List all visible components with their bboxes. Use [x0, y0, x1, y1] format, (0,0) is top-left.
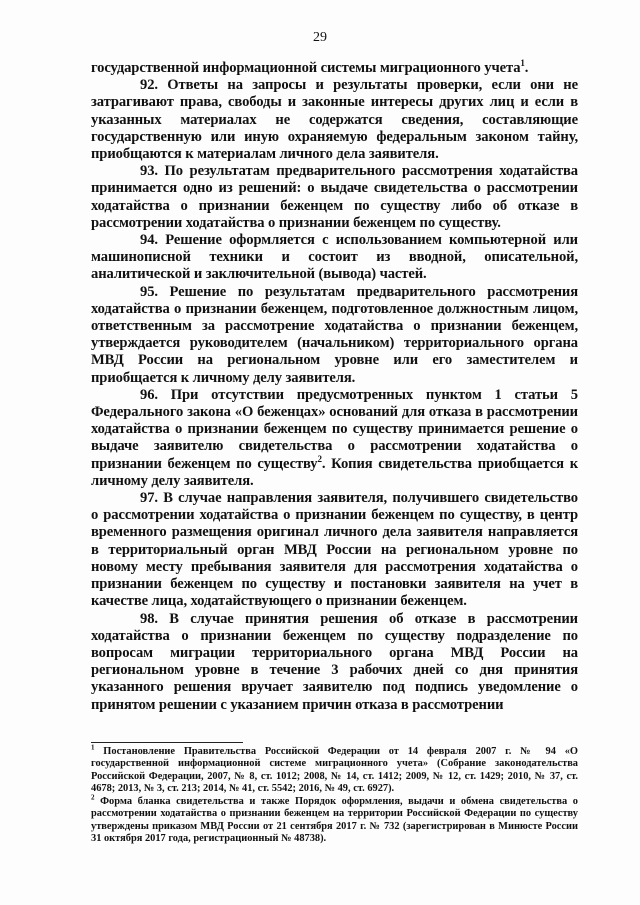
paragraph-continuation: [91, 60, 578, 77]
footnote-reference: 2: [317, 453, 322, 464]
footnote-mark: 2: [91, 793, 95, 802]
paragraph-text: 96. При отсутствии предусмотренных пунктом 1 статьи 5 Федерального закона «О беженцах» оснований для отказа в рассмотрении ходатайства о признании беженцем по существу принимается решение о выдаче заявителю свидетельства о рассмотрении ходатайства о признании беженцем по существу: [91, 386, 578, 472]
paragraph-97: 97. В случае направления заявителя, получившего свидетельство о рассмотрении ходатайства о признании беженцем по существу, в центр временного размещения оригинал личного дела заявителя направляется в территориальный орган МВД России на региональном уровне по новому месту пребывания заявителя для рассмотрения ходатайства о признании беженцем по существу и постановки заявителя на учет в качестве лица, ходатайствующего о признании беженцем.: [91, 490, 578, 610]
paragraph-98: 98. В случае принятия решения об отказе в рассмотрении ходатайства о признании беженцем по существу подразделение по вопросам миграции территориального органа МВД России на региональном уровне в течение 3 рабочих дней со дня принятия указанного решения вручает заявителю под подпись уведомление о принятом решении с указанием причин отказа в рассмотрении: [91, 610, 578, 713]
footnote-divider: [91, 742, 243, 743]
page-number: 29: [313, 30, 327, 45]
paragraph-text-tail: . Копия свидетельства приобщается к личному делу заявителя.: [91, 455, 578, 489]
footnote-mark: 1: [91, 743, 95, 752]
paragraph-96: [91, 387, 578, 490]
document-body: [91, 60, 578, 714]
footnote-text: Постановление Правительства Российской Федерации от 14 февраля 2007 г. № 94 «О государственной информационной системе миграционного учета» (Собрание законодательства Российской Федерации, 2007, № 8, ст. 1012; 2008, № 14, ст. 1412; 2009, № 12, ст. 1429; 2010, № 37, ст. 4678; 2013, № 3, ст. 213; 2014, № 41, ст. 5542; 2016, № 49, ст. 6927).: [91, 746, 578, 794]
paragraph-text: государственной информационной системы миграционного учета: [91, 60, 521, 76]
footnote-2: [91, 793, 578, 845]
paragraph-text-tail: .: [524, 60, 529, 76]
footnotes: [91, 743, 578, 845]
paragraph-92: 92. Ответы на запросы и результаты проверки, если они не затрагивают права, свободы и законные интересы других лиц и если в указанных материалах не содержатся сведения, составляющие государственную или иную охраняемую федеральным законом тайну, приобщаются к материалам личного дела заявителя.: [91, 77, 578, 163]
paragraph-95: 95. Решение по результатам предварительного рассмотрения ходатайства о признании беженцем, подготовленное должностным лицом, ответственным за рассмотрение ходатайства о признании беженцем, утверждается руководителем (начальником) территориального органа МВД России на региональном уровне или его заместителем и приобщается к личному делу заявителя.: [91, 283, 578, 386]
paragraph-93: 93. По результатам предварительного рассмотрения ходатайства принимается одно из решений: о выдаче свидетельства о рассмотрении ходатайства о признании беженцем по существу либо об отказе в рассмотрении ходатайства о признании беженцем по существу.: [91, 163, 578, 231]
footnote-text: Форма бланка свидетельства и также Порядок оформления, выдачи и обмена свидетельства о рассмотрении ходатайства о признании беженцем на территории Российской Федерации по существу утверждены приказом МВД России от 21 сентября 2017 г. № 732 (зарегистрирован в Минюсте России 31 октября 2017 года, регистрационный № 48738).: [91, 796, 578, 845]
footnote-reference: 1: [520, 58, 525, 69]
paragraph-94: 94. Решение оформляется с использованием компьютерной или машинописной техники и состоит из вводной, описательной, аналитической и заключительной (вывода) частей.: [91, 232, 578, 283]
footnote-1: [91, 743, 578, 795]
